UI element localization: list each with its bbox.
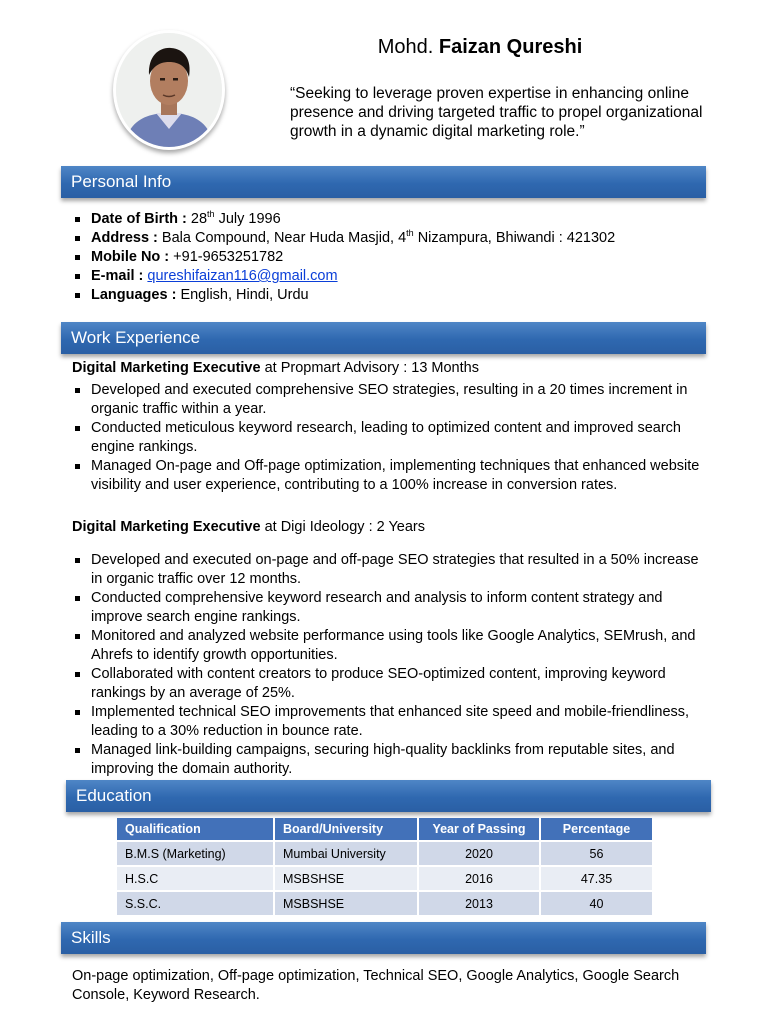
- table-cell: H.S.C: [117, 867, 273, 892]
- column-header: Qualification: [117, 818, 273, 842]
- table-cell: S.S.C.: [117, 892, 273, 917]
- dob-item: [72, 210, 712, 229]
- job-2-bullets: [72, 551, 702, 779]
- skills-text: On-page optimization, Off-page optimization, Technical SEO, Google Analytics, Google Search Console, Keyword Research.: [72, 968, 680, 1003]
- table-cell: 2013: [419, 892, 539, 917]
- job-role-1: Digital Marketing Executive: [72, 360, 261, 376]
- list-item: Developed and executed comprehensive SEO strategies, resulting in a 20 times increment in organic traffic within a year.: [72, 381, 702, 419]
- table-cell: MSBSHSE: [275, 892, 417, 917]
- list-item: Managed On-page and Off-page optimization, implementing techniques that enhanced website visibility and user experience, contributing to a 100% increase in conversion rates.: [72, 457, 702, 495]
- address-pre: Bala Compound, Near Huda Masjid, 4: [161, 230, 407, 246]
- table-row: [117, 842, 652, 867]
- dob-label: Date of Birth :: [91, 211, 187, 227]
- candidate-name: [290, 36, 670, 59]
- languages-label: Languages :: [91, 287, 177, 303]
- mobile-label: Mobile No :: [91, 249, 170, 265]
- list-item: Monitored and analyzed website performance using tools like Google Analytics, SEMrush, and Ahrefs to identify growth opportunities.: [72, 627, 702, 665]
- list-item: Implemented technical SEO improvements that enhanced site speed and mobile-friendliness, leading to a 30% reduction in bounce rate.: [72, 703, 702, 741]
- table-cell: B.M.S (Marketing): [117, 842, 273, 867]
- name-main: Faizan Qureshi: [438, 36, 583, 58]
- dob-day-suffix: th: [207, 209, 215, 220]
- languages-value: English, Hindi, Urdu: [180, 287, 309, 303]
- address-item: [72, 229, 712, 248]
- section-personal-info: Personal Info: [61, 166, 706, 198]
- dob-day: 28: [190, 211, 208, 227]
- table-header-row: [117, 818, 652, 842]
- list-item: Conducted meticulous keyword research, leading to optimized content and improved search engine rankings.: [72, 419, 702, 457]
- list-item: Managed link-building campaigns, securing high-quality backlinks from reputable sites, and improving the domain authority.: [72, 741, 702, 779]
- job-1-bullets: [72, 381, 702, 495]
- column-header: Year of Passing: [419, 818, 539, 842]
- table-cell: Mumbai University: [275, 842, 417, 867]
- table-cell: 2016: [419, 867, 539, 892]
- email-link[interactable]: qureshifaizan116@gmail.com: [147, 268, 338, 284]
- list-item: Collaborated with content creators to produce SEO-optimized content, improving keyword rankings by an average of 25%.: [72, 665, 702, 703]
- address-label: Address :: [91, 230, 158, 246]
- mobile-item: [72, 248, 712, 267]
- career-objective: “Seeking to leverage proven expertise in enhancing online presence and driving targeted traffic to propel organizational growth in a dynamic digital marketing role.”: [290, 85, 703, 140]
- column-header: Board/University: [275, 818, 417, 842]
- job-company-2: at Digi Ideology : 2 Years: [264, 519, 426, 535]
- table-cell: 40: [541, 892, 652, 917]
- address-post: Nizampura, Bhiwandi : 421302: [417, 230, 616, 246]
- profile-photo: [113, 30, 225, 150]
- section-work-experience: Work Experience: [61, 322, 706, 354]
- name-prefix: Mohd.: [377, 36, 434, 58]
- job-title-2: [72, 518, 712, 537]
- job-company-1: at Propmart Advisory : 13 Months: [264, 360, 479, 376]
- languages-item: [72, 286, 712, 305]
- list-item: Conducted comprehensive keyword research and analysis to inform content strategy and improve search engine rankings.: [72, 589, 702, 627]
- mobile-value: +91-9653251782: [173, 249, 284, 265]
- section-skills: Skills: [61, 922, 706, 954]
- email-item: [72, 267, 712, 286]
- email-label: E-mail :: [91, 268, 144, 284]
- section-education: Education: [66, 780, 711, 812]
- dob-rest: July 1996: [218, 211, 281, 227]
- table-cell: MSBSHSE: [275, 867, 417, 892]
- job-role-2: Digital Marketing Executive: [72, 519, 261, 535]
- table-row: [117, 867, 652, 892]
- table-cell: 47.35: [541, 867, 652, 892]
- table-row: [117, 892, 652, 917]
- job-title-1: [72, 359, 712, 378]
- column-header: Percentage: [541, 818, 652, 842]
- table-cell: 56: [541, 842, 652, 867]
- table-cell: 2020: [419, 842, 539, 867]
- personal-info-list: [72, 210, 712, 305]
- address-suffix: th: [406, 228, 414, 239]
- list-item: Developed and executed on-page and off-page SEO strategies that resulted in a 50% increase in organic traffic over 12 months.: [72, 551, 702, 589]
- education-table: [115, 818, 654, 917]
